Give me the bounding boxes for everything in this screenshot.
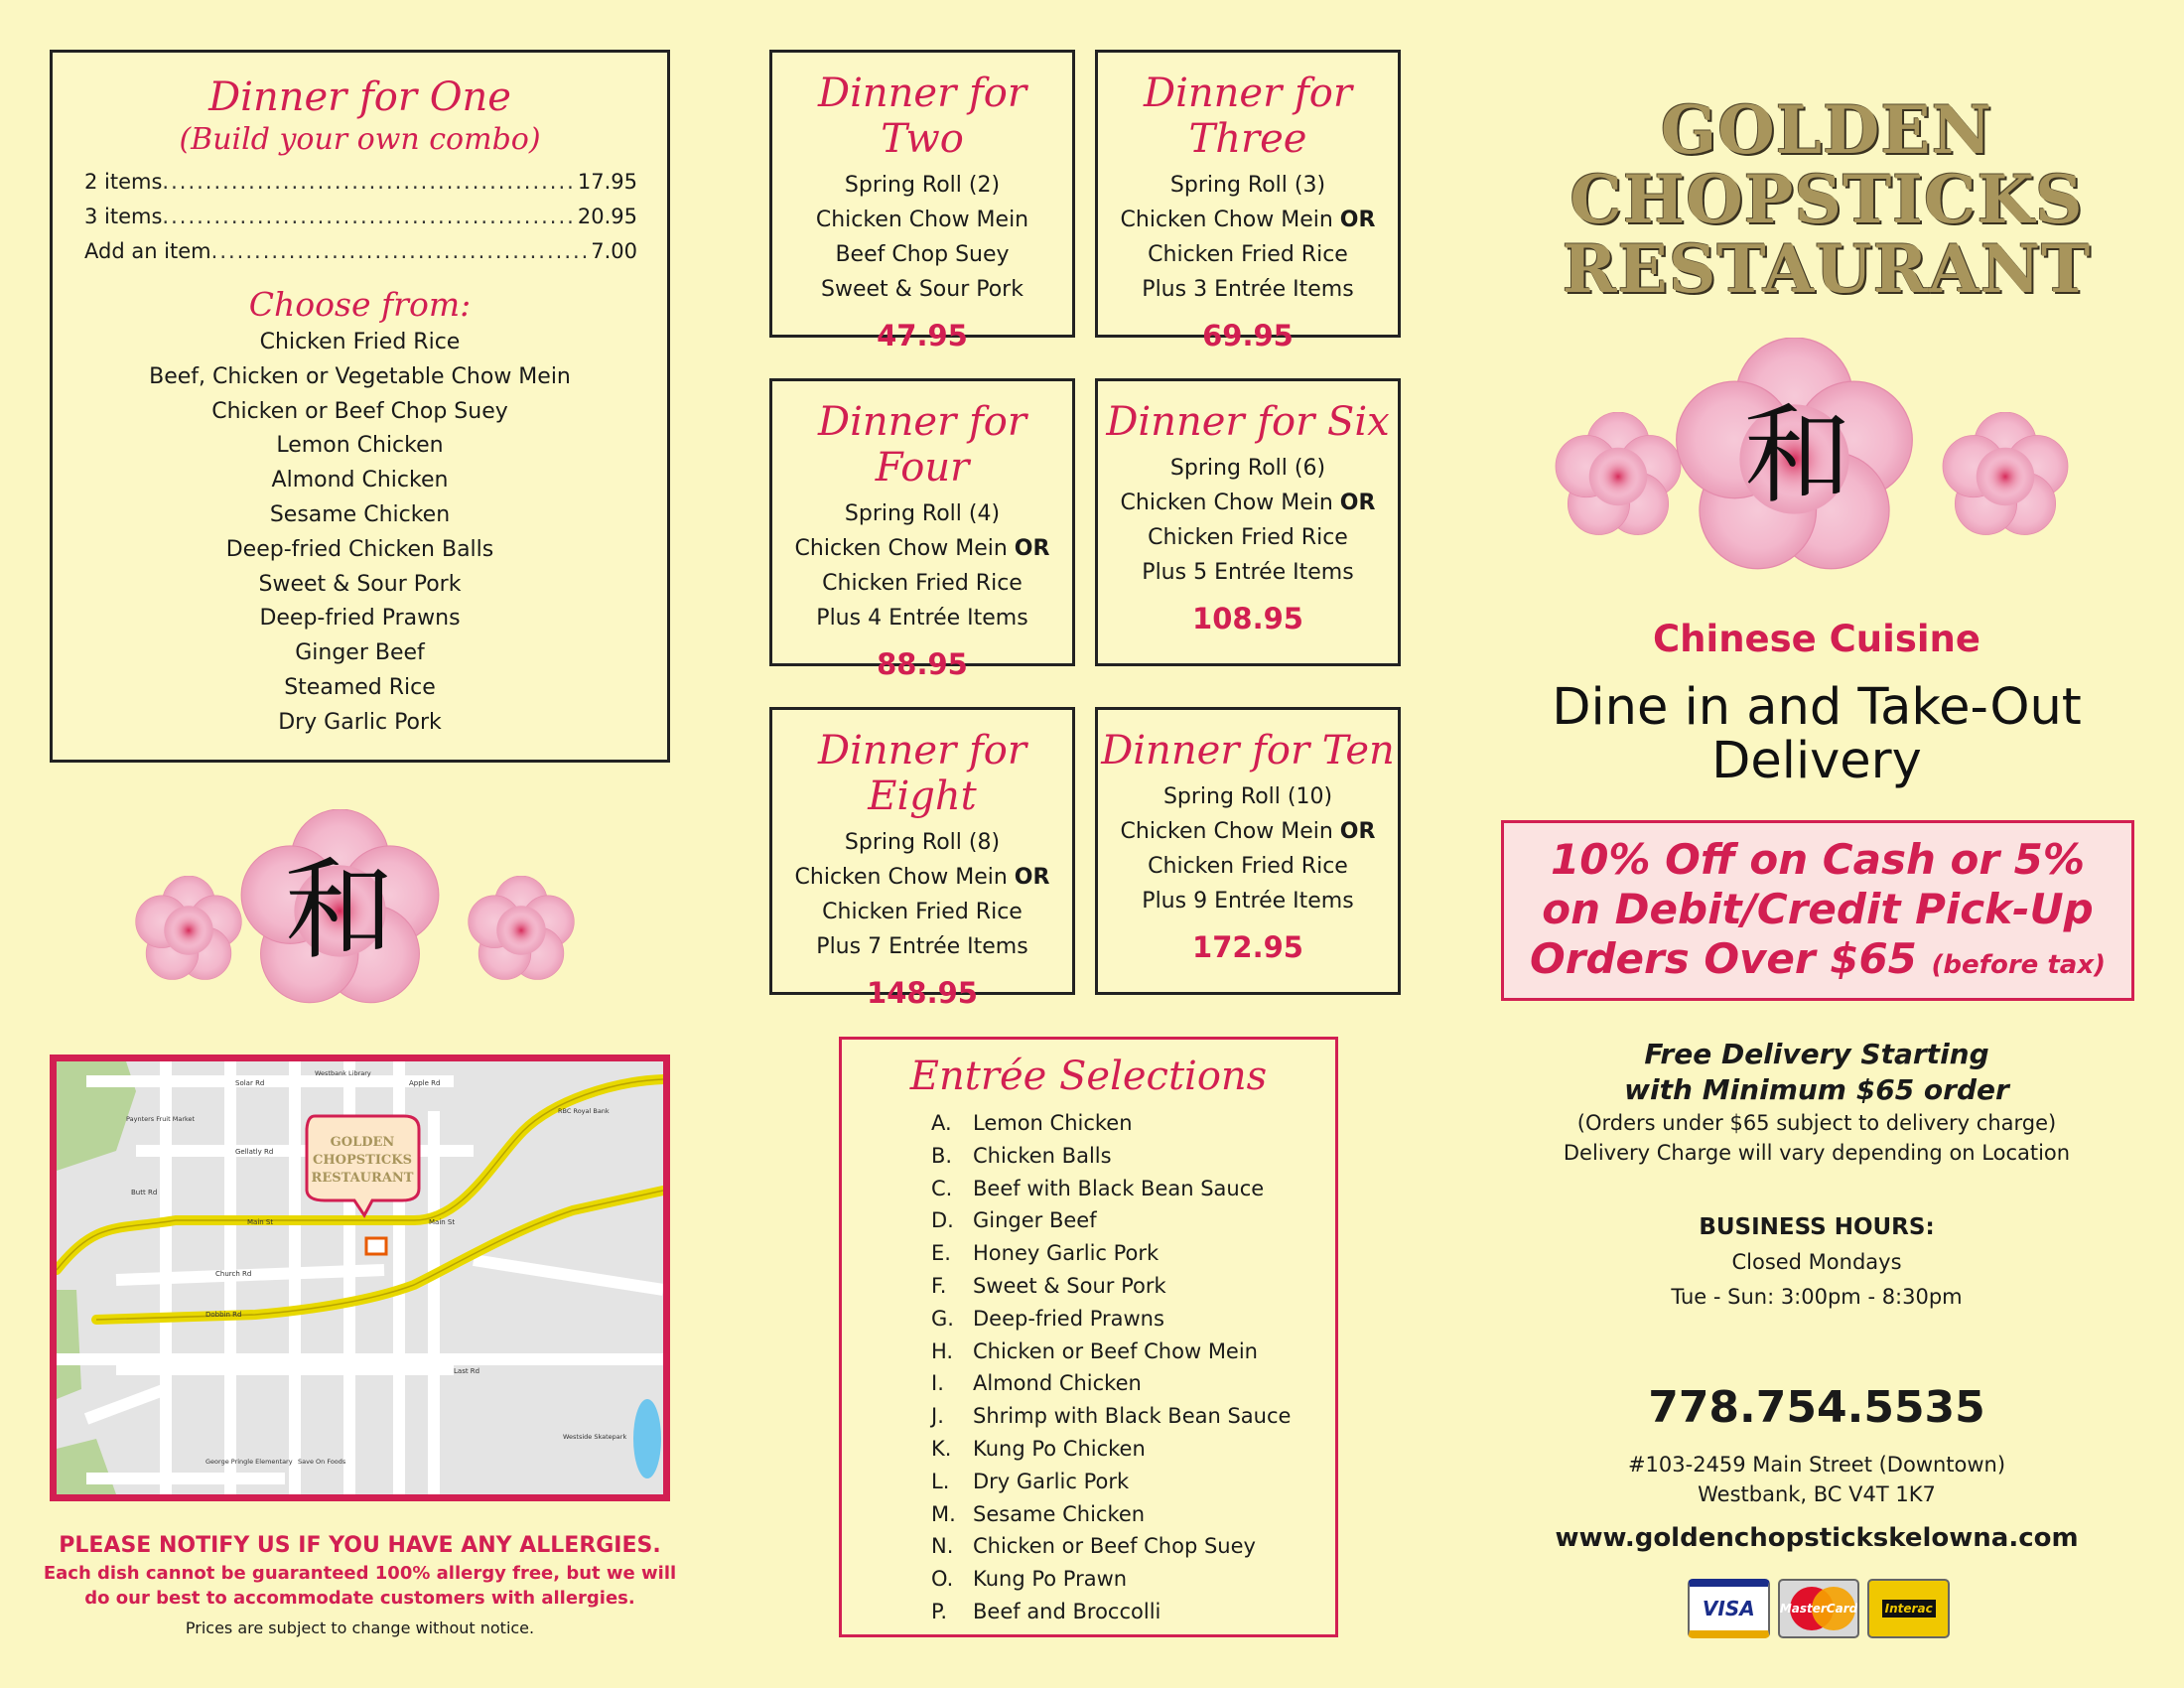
svg-text:Main St: Main St [429, 1218, 456, 1226]
entree-list [842, 1107, 1335, 1628]
cherry-blossom-graphic [134, 809, 581, 1038]
map-pin [366, 1238, 386, 1254]
combo-line: Chicken Chow Mein OR [1120, 819, 1376, 844]
dinner-for-two-box [769, 50, 1075, 352]
small-flower-icon [1554, 412, 1683, 541]
promo-banner [1501, 820, 2134, 1001]
entree-title: Entrée Selections [909, 1054, 1268, 1099]
promo-line: 10% Off on Cash or 5% [1550, 835, 2085, 884]
brand-line: RESTAURANT [1562, 230, 2092, 308]
combo-line: Spring Roll (10) [1162, 784, 1333, 809]
combo-line: Chicken Fried Rice [1148, 854, 1348, 879]
list-item: J. Shrimp with Black Bean Sauce [931, 1404, 1292, 1429]
promo-line: Orders Over $65 (before tax) [1530, 934, 2106, 983]
svg-text:Apple Rd: Apple Rd [409, 1079, 441, 1087]
delivery-info [1489, 1037, 2144, 1168]
price-value: 7.00 [591, 239, 637, 263]
list-item: Sesame Chicken [269, 501, 451, 527]
delivery-heading: Free Delivery Starting [1644, 1038, 1989, 1070]
combo-line: Chicken Chow Mein OR [794, 865, 1050, 890]
chinese-character: 和 [285, 847, 394, 974]
combo-line: Chicken Fried Rice [822, 900, 1023, 924]
delivery-note: (Orders under $65 subject to delivery charge) [1576, 1111, 2057, 1135]
dinner-for-one-subtitle: (Build your own combo) [179, 122, 541, 157]
map-graphic [57, 1061, 663, 1494]
list-item: P. Beef and Broccolli [931, 1599, 1161, 1623]
price-row [53, 234, 667, 269]
svg-text:RBC Royal Bank: RBC Royal Bank [558, 1107, 610, 1115]
svg-text:Dobbin Rd: Dobbin Rd [205, 1311, 242, 1319]
combo-title: Dinner for Six [1106, 399, 1390, 445]
cherry-blossom-graphic [1554, 338, 2070, 596]
svg-text:Save On Foods: Save On Foods [298, 1458, 346, 1466]
list-item: O. Kung Po Prawn [931, 1567, 1128, 1592]
delivery-note: Delivery Charge will vary depending on Location [1563, 1141, 2071, 1165]
svg-text:Westside Skatepark: Westside Skatepark [563, 1433, 627, 1441]
mastercard-icon: MasterCard [1778, 1579, 1860, 1638]
combo-line: Chicken Chow Mein OR [1120, 208, 1376, 232]
website-link[interactable]: www.goldenchopstickskelowna.com [1555, 1523, 2079, 1553]
service-line: Dine in and Take-Out [1552, 678, 2082, 737]
list-item: Steamed Rice [284, 674, 436, 700]
combo-line: Chicken Fried Rice [822, 571, 1023, 596]
combo-line: Chicken Chow Mein OR [794, 536, 1050, 561]
combo-title: Dinner for Two [818, 70, 1026, 162]
list-item: Sweet & Sour Pork [258, 571, 462, 597]
svg-text:Westbank Library: Westbank Library [315, 1069, 371, 1077]
list-item: Chicken Fried Rice [259, 330, 461, 354]
brand-line: GOLDEN [1660, 91, 1993, 169]
dinner-for-three-box [1095, 50, 1401, 352]
combo-line: Spring Roll (8) [844, 830, 1001, 855]
choose-from-heading: Choose from: [248, 285, 472, 324]
allergy-text: Each dish cannot be guaranteed 100% allergy free, but we will [43, 1563, 677, 1584]
list-item: B. Chicken Balls [931, 1143, 1112, 1168]
visa-icon: VISA [1688, 1579, 1770, 1638]
svg-text:Solar Rd: Solar Rd [235, 1079, 265, 1087]
allergy-text: do our best to accommodate customers with allergies. [84, 1588, 635, 1609]
list-item: Beef, Chicken or Vegetable Chow Mein [149, 363, 571, 389]
combo-price: 47.95 [877, 319, 968, 352]
list-item: Deep-fried Prawns [259, 606, 461, 632]
dinner-for-six-box [1095, 378, 1401, 666]
combo-line: Plus 7 Entrée Items [816, 934, 1028, 959]
location-map[interactable] [50, 1055, 670, 1501]
combo-line: Spring Roll (4) [844, 501, 1001, 526]
combo-price: 69.95 [1202, 319, 1294, 352]
dinner-for-one-title: Dinner for One [208, 74, 511, 120]
list-item: K. Kung Po Chicken [931, 1436, 1146, 1461]
list-item: Chicken or Beef Chop Suey [211, 398, 508, 424]
map-label: CHOPSTICKS [313, 1153, 412, 1168]
svg-text:George Pringle Elementary: George Pringle Elementary [205, 1458, 293, 1466]
list-item: A. Lemon Chicken [931, 1111, 1133, 1135]
combo-title: Dinner for Eight [818, 728, 1026, 819]
combo-line: Chicken Chow Mein [815, 208, 1029, 232]
combo-line: Plus 9 Entrée Items [1142, 889, 1354, 914]
delivery-heading: with Minimum $65 order [1624, 1073, 2009, 1106]
price-label: Add an item [84, 239, 211, 263]
price-label: 2 items [84, 170, 163, 194]
list-item: F. Sweet & Sour Pork [931, 1273, 1166, 1298]
combo-price: 148.95 [867, 976, 978, 1010]
chinese-character: 和 [1744, 394, 1852, 518]
combo-line: Plus 5 Entrée Items [1142, 560, 1354, 585]
combo-price: 108.95 [1192, 602, 1303, 635]
list-item: D. Ginger Beef [931, 1208, 1097, 1233]
payment-cards [1688, 1579, 1950, 1640]
address [1489, 1450, 2144, 1509]
svg-text:Paynters Fruit Market: Paynters Fruit Market [126, 1115, 196, 1123]
combo-line: Spring Roll (6) [1169, 456, 1326, 481]
combo-line: Chicken Fried Rice [1148, 525, 1348, 550]
dinner-for-four-box [769, 378, 1075, 681]
dinner-for-eight-box [769, 707, 1075, 1010]
list-item: E. Honey Garlic Pork [931, 1241, 1160, 1266]
combo-price: 88.95 [877, 647, 968, 681]
hours-title: BUSINESS HOURS: [1699, 1214, 1935, 1240]
cuisine-label: Chinese Cuisine [1653, 618, 1980, 660]
list-item: N. Chicken or Beef Chop Suey [931, 1534, 1256, 1559]
dinner-for-ten-box [1095, 707, 1401, 995]
list-item: Dry Garlic Pork [278, 709, 442, 735]
brand-line: CHOPSTICKS [1570, 161, 2084, 238]
list-item: L. Dry Garlic Pork [931, 1469, 1130, 1493]
service-line: Delivery [1711, 732, 1922, 790]
combo-line: Chicken Chow Mein OR [1120, 491, 1376, 515]
interac-icon: Interac [1867, 1579, 1950, 1638]
list-item: Almond Chicken [271, 468, 449, 493]
price-value: 20.95 [577, 205, 637, 228]
svg-text:Last Rd: Last Rd [454, 1367, 480, 1375]
dinner-for-one-box [50, 50, 670, 763]
combo-line: Spring Roll (2) [844, 173, 1001, 198]
service-types [1489, 678, 2144, 790]
promo-line: on Debit/Credit Pick-Up [1542, 885, 2094, 933]
map-label: GOLDEN [330, 1135, 395, 1150]
price-list [53, 165, 667, 269]
combo-title: Dinner for Ten [1101, 728, 1395, 774]
phone-number[interactable]: 778.754.5535 [1648, 1382, 1985, 1433]
combo-line: Plus 3 Entrée Items [1142, 277, 1354, 302]
price-row [53, 200, 667, 234]
restaurant-name [1549, 91, 2105, 308]
allergy-title: PLEASE NOTIFY US IF YOU HAVE ANY ALLERGIES. [59, 1533, 661, 1558]
hours-line: Closed Mondays [1731, 1250, 1902, 1274]
small-flower-icon [134, 876, 243, 985]
svg-text:Gellatly Rd: Gellatly Rd [235, 1148, 274, 1156]
price-value: 17.95 [577, 170, 637, 194]
svg-text:Church Rd: Church Rd [215, 1270, 252, 1278]
combo-title: Dinner for Four [818, 399, 1026, 491]
map-label: RESTAURANT [311, 1171, 414, 1186]
price-label: 3 items [84, 205, 163, 228]
combo-line: Plus 4 Entrée Items [816, 606, 1028, 631]
entree-selections-box [839, 1037, 1338, 1637]
small-flower-icon [467, 876, 576, 985]
list-item: M. Sesame Chicken [931, 1501, 1146, 1526]
svg-text:Butt Rd: Butt Rd [131, 1189, 158, 1196]
combo-line: Spring Roll (3) [1169, 173, 1326, 198]
price-disclaimer: Prices are subject to change without notice. [185, 1618, 535, 1637]
list-item: Lemon Chicken [276, 433, 444, 459]
list-item: G. Deep-fried Prawns [931, 1306, 1164, 1331]
address-line: #103-2459 Main Street (Downtown) [1627, 1453, 2006, 1477]
list-item: Ginger Beef [295, 640, 425, 666]
choice-list [53, 326, 667, 741]
list-item: I. Almond Chicken [931, 1371, 1142, 1396]
combo-price: 172.95 [1192, 930, 1303, 964]
combo-title: Dinner for Three [1144, 70, 1352, 162]
business-hours [1489, 1209, 2144, 1315]
svg-text:Main St: Main St [247, 1218, 274, 1226]
list-item: H. Chicken or Beef Chow Mein [931, 1338, 1258, 1363]
combo-line: Sweet & Sour Pork [821, 277, 1024, 302]
small-flower-icon [1941, 412, 2070, 541]
price-row [53, 165, 667, 200]
combo-line: Beef Chop Suey [835, 242, 1010, 267]
hours-line: Tue - Sun: 3:00pm - 8:30pm [1671, 1285, 1963, 1309]
combo-line: Chicken Fried Rice [1148, 242, 1348, 267]
allergy-notice [40, 1531, 680, 1637]
list-item: Deep-fried Chicken Balls [225, 536, 494, 562]
address-line: Westbank, BC V4T 1K7 [1698, 1482, 1936, 1506]
list-item: C. Beef with Black Bean Sauce [931, 1176, 1265, 1200]
